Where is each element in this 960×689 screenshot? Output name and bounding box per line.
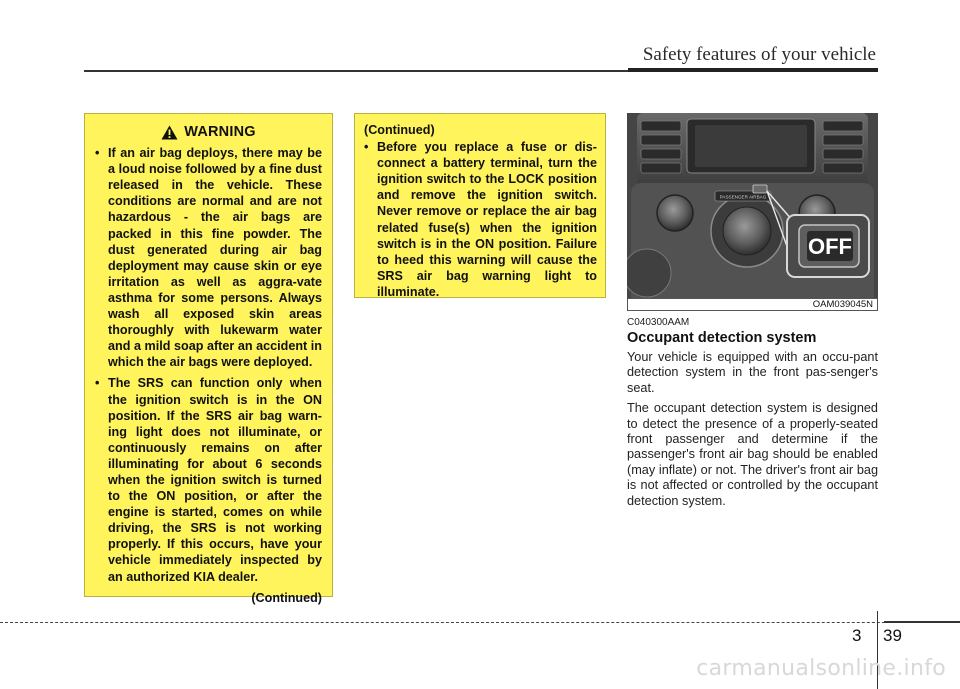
watermark: carmanualsonline.info xyxy=(696,656,946,681)
figure-caption: OAM039045N xyxy=(627,298,878,311)
bullet-dot: • xyxy=(364,140,369,155)
dashboard-photo xyxy=(627,113,878,309)
warning-bullet-text: The SRS can function only when the ignition switch is in the ON position. If the SRS air bag warn-ing light does not illuminate, or continuously remains on after illuminating for about 6 seconds when the ignition switch is turned to the ON position, or after the engine is started, comes on while driving, the SRS is not working properly. If this occurs, have your vehicle immediately inspected by an authorized KIA dealer. xyxy=(108,376,322,584)
header-rule-accent xyxy=(628,68,878,72)
continued-note: (Continued) xyxy=(251,590,322,605)
chapter-number: 3 xyxy=(852,626,862,645)
warning-bullet xyxy=(364,139,597,300)
warning-bullet xyxy=(95,145,322,370)
body-paragraph: Your vehicle is equipped with an occu-pant detection system in the front pas-senger's seat. xyxy=(627,350,878,395)
section-code: C040300AAM xyxy=(627,317,690,328)
off-indicator-label: OFF xyxy=(808,234,852,259)
dashboard-illustration xyxy=(627,113,878,309)
page-number: 39 xyxy=(883,626,902,645)
warning-heading xyxy=(95,124,322,140)
warning-box xyxy=(84,113,333,605)
footer-rule xyxy=(0,622,960,623)
continued-label: (Continued) xyxy=(364,123,435,137)
warning-bullet-text: If an air bag deploys, there may be a loud noise followed by a fine dust released in the vehicle. These conditions are normal and are not hazardous - the air bags are packed in this fine powder. The dust generated during air bag deployment may cause skin or eye irritation as well as aggra-vate asthma for some persons. Always wash all exposed skin areas thoroughly with lukewarm water and a mild soap after an accident in which the air bags were deployed. xyxy=(108,146,322,370)
warning-box-continued xyxy=(354,113,606,298)
body-paragraph: The occupant detection system is designed to detect the presence of a properly-seated front passenger and determine if the passenger's front air bag should be enabled (may inflate) or not. The driver's front air bag is not affected or controlled by the occupant detection system. xyxy=(627,401,878,508)
warning-heading-text: WARNING xyxy=(184,124,256,140)
footer-rule-accent xyxy=(884,621,960,623)
running-header: Safety features of your vehicle xyxy=(642,44,876,65)
section-title: Occupant detection system xyxy=(627,330,817,346)
bullet-dot: • xyxy=(95,376,100,391)
section-body xyxy=(627,350,878,514)
warning-bullet-text: Before you replace a fuse or dis-connect a battery terminal, turn the ignition switch to the LOCK position and remove the ignition switch. Never remove or replace the air bag related fuse(s) when the ignition switch is in the ON position. Failure to heed this warning will cause the SRS air bag warning light to illuminate. xyxy=(377,140,597,299)
warning-triangle-icon xyxy=(161,125,178,140)
bullet-dot: • xyxy=(95,146,100,161)
warning-bullet xyxy=(95,375,322,584)
passenger-airbag-label: PASSENGER AIRBAG xyxy=(719,194,767,200)
